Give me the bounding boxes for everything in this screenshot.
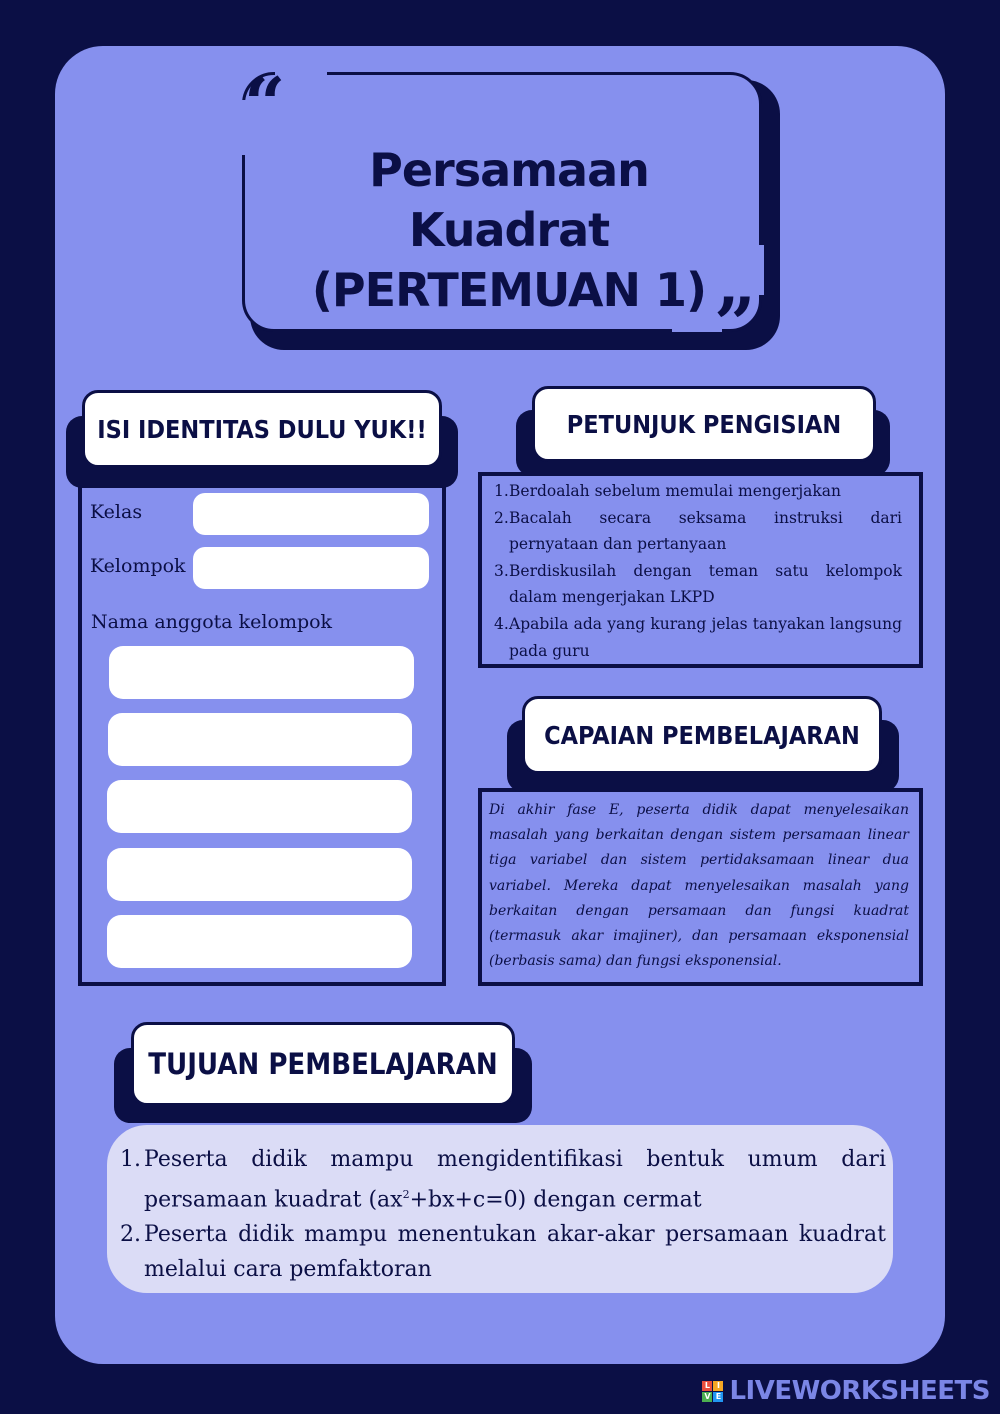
superscript: 2 bbox=[402, 1188, 410, 1201]
list-num: 1. bbox=[494, 482, 509, 500]
text-part: +bx+c=0) dengan cermat bbox=[409, 1187, 702, 1213]
objectives-heading-text: TUJUAN PEMBELAJARAN bbox=[148, 1047, 498, 1081]
member-input-4[interactable] bbox=[107, 848, 412, 901]
learning-outcome-heading bbox=[522, 696, 882, 774]
list-num: 1. bbox=[120, 1147, 141, 1172]
page-title bbox=[262, 140, 756, 320]
instructions-heading bbox=[532, 386, 876, 462]
members-label: Nama anggota kelompok bbox=[91, 611, 333, 633]
group-input[interactable] bbox=[193, 547, 429, 589]
open-quote-icon: “ bbox=[244, 61, 286, 146]
logo-letter: V bbox=[704, 1392, 711, 1401]
list-num: 4. bbox=[494, 614, 509, 633]
list-text: Berdoalah sebelum memulai mengerjakan bbox=[509, 482, 842, 500]
member-input-1[interactable] bbox=[109, 646, 414, 699]
list-item bbox=[120, 1217, 886, 1287]
liveworksheets-logo-icon bbox=[702, 1381, 723, 1402]
list-num: 2. bbox=[494, 508, 509, 527]
list-text: Apabila ada yang kurang jelas tanyakan langsung pada guru bbox=[509, 614, 902, 660]
group-label: Kelompok bbox=[90, 555, 186, 577]
instructions-list bbox=[494, 478, 902, 664]
list-item bbox=[494, 558, 902, 611]
list-text bbox=[144, 1217, 886, 1287]
learning-outcome-text: Di akhir fase E, peserta didik dapat menyelesaikan masalah yang berkaitan dengan sistem persamaan linear tiga variabel dan sistem pertidaksamaan linear dua variabel. Mereka dapat menyelesaikan masalah yang berkaitan dengan persamaan dan fungsi kuadrat (termasuk akar imajiner), dan persamaan eksponensial (berbasis sama) dan fungsi eksponensial. bbox=[489, 802, 909, 970]
objectives-list bbox=[120, 1142, 886, 1287]
logo-letter: L bbox=[702, 1381, 712, 1391]
instructions-heading-text: PETUNJUK PENGISIAN bbox=[566, 409, 842, 439]
title-line-1: Persamaan Kuadrat bbox=[369, 143, 649, 257]
list-text: Berdiskusilah dengan teman satu kelompok dalam mengerjakan LKPD bbox=[509, 561, 902, 607]
list-num: 3. bbox=[494, 561, 509, 580]
learning-outcome-heading-text: CAPAIAN PEMBELAJARAN bbox=[544, 720, 860, 750]
list-item bbox=[120, 1142, 886, 1217]
list-text: Bacalah secara seksama instruksi dari pernyataan dan pertanyaan bbox=[509, 508, 902, 554]
class-input[interactable] bbox=[193, 493, 429, 535]
member-input-3[interactable] bbox=[107, 780, 412, 833]
list-item bbox=[494, 478, 902, 505]
objectives-heading bbox=[131, 1022, 515, 1106]
member-input-2[interactable] bbox=[108, 713, 412, 766]
identity-heading bbox=[82, 390, 442, 468]
member-input-5[interactable] bbox=[107, 915, 412, 968]
text-part: Peserta didik mampu menentukan akar-akar persamaan kuadrat melalui cara pemfaktoran bbox=[144, 1222, 886, 1283]
close-quote-icon: ” bbox=[714, 281, 756, 366]
list-num: 2. bbox=[120, 1222, 141, 1248]
text-part: Peserta didik mampu mengidentifikasi bentuk umum dari persamaan kuadrat (ax bbox=[144, 1147, 886, 1213]
logo-letter: E bbox=[713, 1392, 723, 1402]
watermark-text: LIVEWORKSHEETS bbox=[729, 1376, 990, 1406]
class-label: Kelas bbox=[90, 501, 143, 523]
list-item bbox=[494, 611, 902, 664]
watermark bbox=[702, 1376, 990, 1406]
list-text bbox=[144, 1142, 886, 1217]
identity-heading-text: ISI IDENTITAS DULU YUK!! bbox=[97, 414, 427, 444]
title-line-2: (PERTEMUAN 1) bbox=[311, 263, 707, 317]
list-item bbox=[494, 505, 902, 558]
logo-letter: I bbox=[713, 1381, 723, 1391]
